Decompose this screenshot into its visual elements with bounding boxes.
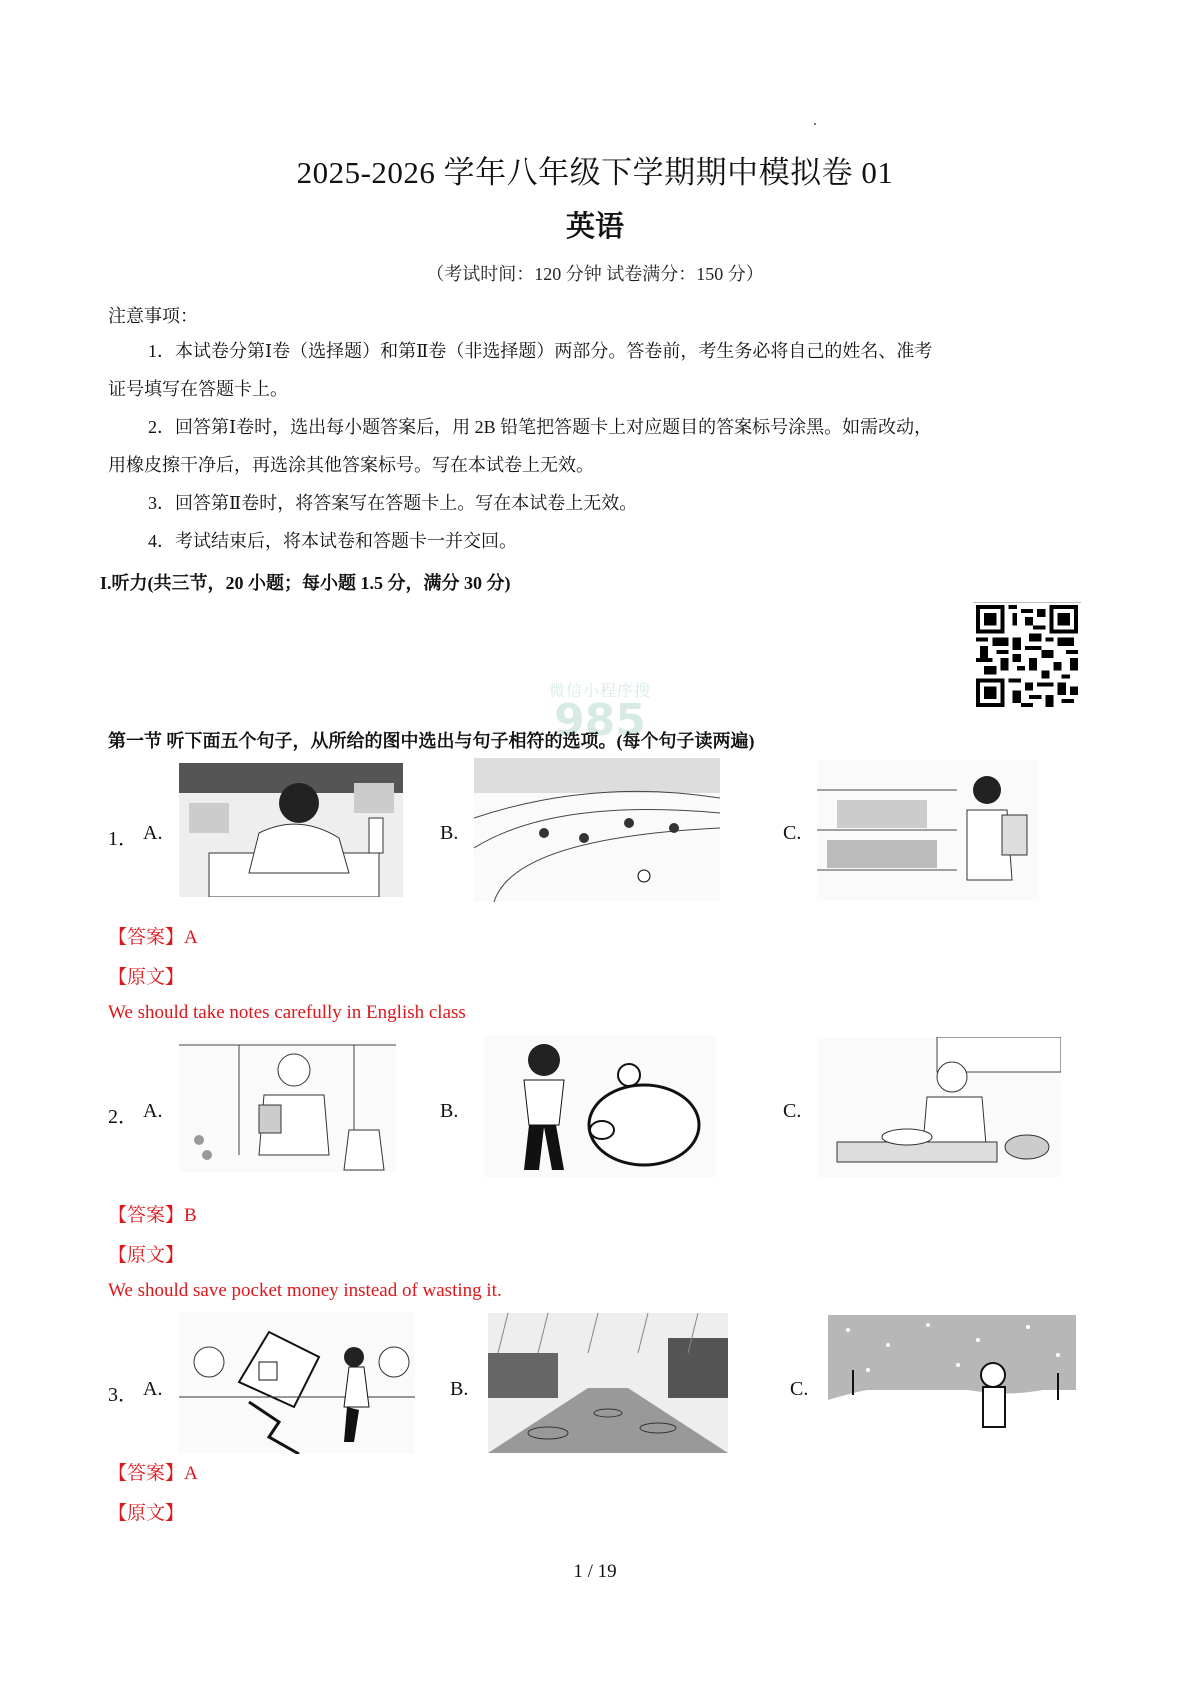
q2-option-b-label: B.: [440, 1100, 459, 1122]
q1-transcript: We should take notes carefully in English class: [108, 1002, 466, 1023]
qr-divider: [973, 602, 1081, 603]
subject-title: 英语: [565, 209, 624, 243]
q1-option-c-image[interactable]: [817, 760, 1039, 900]
stray-dot: [814, 123, 816, 125]
q2-option-b-image[interactable]: [484, 1035, 716, 1177]
q2-transcript: We should save pocket money instead of wasting it.: [108, 1280, 502, 1301]
part1-heading: 第一节 听下面五个句子，从所给的图中选出与句子相符的选项。(每个句子读两遍): [108, 731, 755, 751]
notice-line-2-cont: 用橡皮擦干净后，再选涂其他答案标号。写在本试卷上无效。: [108, 455, 594, 475]
notice-line-4: 4．考试结束后，将本试卷和答题卡一并交回。: [148, 531, 517, 551]
page-title: 2025-2026 学年八年级下学期期中模拟卷 01: [296, 155, 894, 190]
q1-option-b-image[interactable]: [474, 758, 720, 902]
stationery-shop-icon: [817, 760, 1039, 900]
answer-value: A: [184, 1463, 198, 1484]
q2-option-a-label: A.: [143, 1100, 163, 1122]
answer-label: 【答案】: [108, 1205, 185, 1226]
notice-list: [108, 332, 1088, 560]
q3-option-b-image[interactable]: [488, 1313, 728, 1453]
notice-line-1: 1．本试卷分第Ⅰ卷（选择题）和第Ⅱ卷（非选择题）两部分。答卷前，考生务必将自己的姓名、准考: [148, 341, 933, 361]
question-3-number: 3．: [108, 1384, 138, 1406]
q3-option-a-label: A.: [143, 1378, 163, 1400]
page-number: 1 / 19: [573, 1561, 617, 1582]
qr-code-icon[interactable]: [976, 605, 1078, 707]
notice-heading: 注意事项：: [108, 306, 198, 326]
q2-answer: [108, 1200, 197, 1227]
snowy-scene-icon: [828, 1315, 1076, 1457]
earthquake-icon: [179, 1312, 415, 1454]
answer-label: 【答案】: [108, 927, 185, 948]
boy-with-toys-icon: [179, 1040, 396, 1172]
question-1-number: 1．: [108, 828, 138, 850]
q2-option-c-image[interactable]: [817, 1037, 1061, 1177]
q3-answer: [108, 1458, 198, 1485]
q2-transcript-label: 【原文】: [108, 1245, 185, 1266]
q3-option-b-label: B.: [450, 1378, 469, 1400]
sports-field-icon: [474, 758, 720, 902]
q1-transcript-label: 【原文】: [108, 967, 185, 988]
notice-line-2: 2．回答第Ⅰ卷时，选出每小题答案后，用 2B 铅笔把答题卡上对应题目的答案标号涂黑。如需改动，: [148, 417, 933, 437]
watermark-text: 微信小程序搜: [548, 681, 651, 700]
q3-transcript-label: 【原文】: [108, 1503, 185, 1524]
watermark-number: 985: [554, 695, 646, 746]
q3-option-a-image[interactable]: [179, 1312, 415, 1454]
q2-option-c-label: C.: [783, 1100, 802, 1122]
q3-option-c-label: C.: [790, 1378, 809, 1400]
rainy-street-icon: [488, 1313, 728, 1453]
exam-info: （考试时间：120 分钟 试卷满分：150 分）: [426, 264, 764, 284]
piggy-bank-icon: [484, 1035, 716, 1177]
student-writing-icon: [179, 763, 403, 897]
question-2-number: 2．: [108, 1106, 138, 1128]
q3-option-c-image[interactable]: [828, 1315, 1076, 1457]
notice-line-1-cont: 证号填写在答题卡上。: [108, 379, 288, 399]
answer-value: B: [184, 1205, 197, 1226]
q2-option-a-image[interactable]: [179, 1040, 396, 1172]
q1-option-c-label: C.: [783, 822, 802, 844]
q1-option-a-image[interactable]: [179, 763, 403, 897]
answer-value: A: [184, 927, 198, 948]
notice-line-3: 3．回答第Ⅱ卷时，将答案写在答题卡上。写在本试卷上无效。: [148, 493, 638, 513]
answer-label: 【答案】: [108, 1463, 185, 1484]
listening-section-heading: I.听力(共三节，20 小题；每小题 1.5 分，满分 30 分): [100, 573, 511, 593]
boy-cooking-icon: [817, 1037, 1061, 1177]
q1-answer: [108, 922, 198, 949]
q1-option-a-label: A.: [143, 822, 163, 844]
q1-option-b-label: B.: [440, 822, 459, 844]
